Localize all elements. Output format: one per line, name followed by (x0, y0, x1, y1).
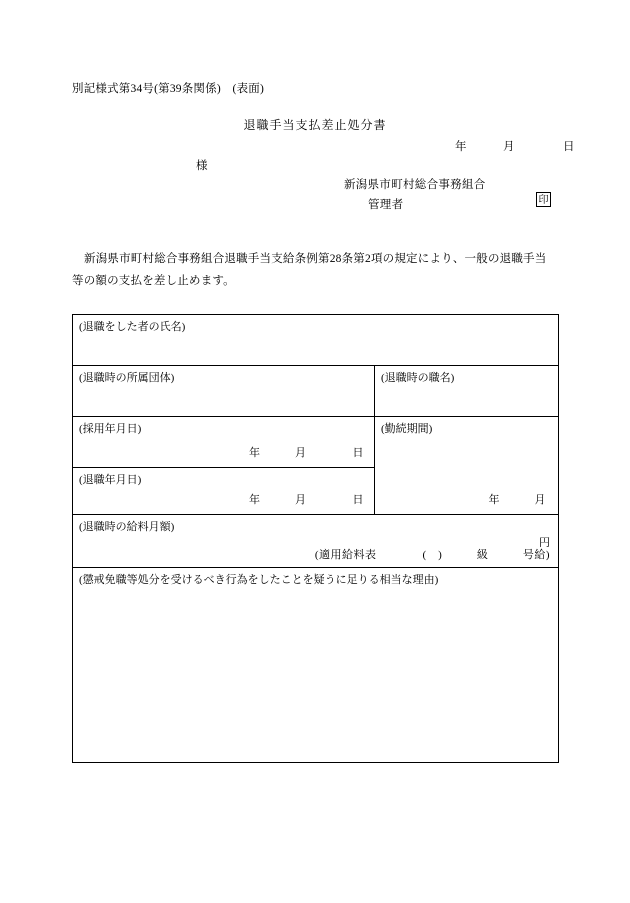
field-label: (退職時の給料月額) (79, 521, 175, 533)
field-retirement-date[interactable] (73, 468, 375, 515)
issue-date-line: 年 月 日 (455, 141, 575, 153)
field-job-title[interactable] (375, 366, 559, 417)
field-hire-date[interactable] (73, 417, 375, 468)
hire-date-ymd: 年 月 日 (249, 447, 364, 459)
salary-unit: 円 (539, 537, 551, 549)
table-row (73, 315, 559, 366)
table-row (73, 515, 559, 568)
table-row (73, 366, 559, 417)
issuer-organization: 新潟県市町村総合事務組合 (344, 179, 486, 191)
field-label: (退職年月日) (79, 474, 142, 486)
field-label: (勤続期間) (381, 423, 433, 435)
salary-table-note: (適用給料表 ( ) 級 号給) (314, 549, 551, 561)
table-row (73, 417, 559, 468)
issuer-role: 管理者 (368, 199, 404, 211)
field-service-period[interactable] (375, 417, 559, 515)
retirement-date-ymd: 年 月 日 (249, 494, 364, 506)
body-paragraph-text: 新潟県市町村総合事務組合退職手当支給条例第28条第2項の規定により、一般の退職手当等の額の支払を差し止めます。 (72, 253, 547, 287)
service-period-ym: 年 月 (488, 494, 547, 506)
field-retiree-name[interactable] (73, 315, 559, 366)
field-label: (退職時の所属団体) (79, 372, 175, 384)
field-label: (退職時の職名) (381, 372, 455, 384)
body-paragraph (72, 248, 558, 292)
seal-icon: 印 (536, 192, 551, 207)
field-label: (退職をした者の氏名) (79, 321, 186, 333)
document-title: 退職手当支払差止処分書 (243, 118, 387, 132)
table-row (73, 568, 559, 763)
field-reason[interactable] (73, 568, 559, 763)
addressee-suffix: 様 (196, 160, 208, 172)
field-label: (採用年月日) (79, 423, 142, 435)
retirement-allowance-form-table (72, 314, 559, 763)
form-number: 別記様式第34号(第39条関係) (表面) (72, 83, 265, 95)
field-affiliation[interactable] (73, 366, 375, 417)
field-monthly-salary[interactable] (73, 515, 559, 568)
field-label: (懲戒免職等処分を受けるべき行為をしたことを疑うに足りる相当な理由) (79, 574, 439, 586)
